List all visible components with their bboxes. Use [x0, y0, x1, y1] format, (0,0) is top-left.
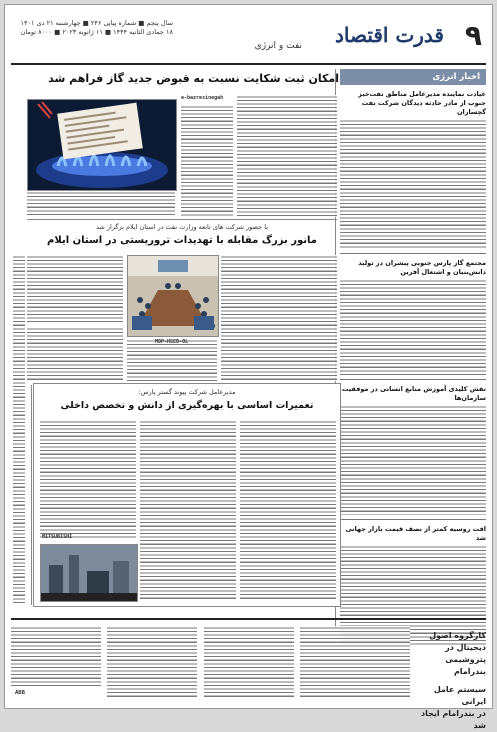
- divider: [340, 519, 486, 520]
- article-column: [140, 420, 236, 600]
- issue-info: [13, 19, 173, 37]
- article-column: [221, 255, 337, 381]
- divider: [340, 379, 486, 380]
- article-column: [27, 255, 123, 323]
- bottom-title: سیستم عامل ایرانی: [433, 685, 486, 706]
- article-column: [181, 105, 233, 217]
- divider: [340, 253, 486, 254]
- company-code: MOP-HSED-OL: [155, 339, 189, 345]
- issue-line-2: ۱۸ جمادی الثانیه ۱۴۴۴ ■ ۱۱ ژانویه ۲۰۲۳ ■ ۸۰۰۰ تومان: [20, 28, 173, 36]
- article-column: [204, 626, 294, 698]
- sidebar-story-title: افت روسیه کمتر از نصف قیمت بازار جهانی شد: [345, 525, 486, 542]
- story-body: [340, 279, 486, 375]
- main-headline: امکان ثبت شکایت نسبت به قبوض جدید گاز فراهم شد: [48, 72, 339, 85]
- refinery-image: [41, 545, 137, 601]
- sidebar-story-title: عیادت نماینده مدیرعامل مناطق نفت‌خیز جنوب از مادر حادثه دیدگان شرکت نفت گچساران: [358, 90, 486, 116]
- sidebar-title: اخبار انرژی: [340, 69, 486, 85]
- article-column: [27, 327, 123, 381]
- sidebar-story-title: نقش کلیدی آموزش منابع انسانی در موفقیت سازمان‌ها: [341, 385, 486, 402]
- header-rule: [11, 63, 486, 65]
- bottom-headline-block: [416, 630, 486, 732]
- bottom-title: در بندرامام ایجاد شد: [421, 709, 486, 730]
- flame-and-bill-image: [28, 100, 176, 190]
- newspaper-page: [4, 4, 493, 730]
- article-column: [11, 626, 101, 688]
- story-body: [340, 119, 486, 249]
- newspaper-logo: قدرت اقتصاد: [334, 23, 444, 47]
- article-column: [107, 626, 197, 698]
- page-header: [5, 5, 492, 63]
- story-headline: مانور بزرگ مقابله با تهدیدات تروریستی در استان ایلام: [47, 235, 317, 246]
- box-logo: MITSUBISHI: [42, 534, 73, 540]
- bottom-news-strip: [11, 618, 486, 730]
- industrial-photo: [40, 544, 138, 602]
- article-column: [127, 339, 217, 381]
- photo-caption-text: [27, 191, 175, 215]
- article-column: [300, 626, 410, 698]
- box-headline: تعمیرات اساسی با بهره‌گیری از دانش و تخصص داخلی: [60, 400, 314, 411]
- energy-news-sidebar: [340, 69, 486, 626]
- box-kicker: مدیرعامل شرکت پیوند گستر پارس:: [138, 388, 236, 396]
- column-divider: [31, 385, 32, 605]
- narrow-column: [13, 255, 25, 605]
- article-column: [237, 95, 337, 217]
- page-number: ۹: [464, 19, 482, 52]
- divider: [27, 219, 337, 220]
- bottom-title: کارگروه اصول دیجیتال در پتروشیمی بندرامام: [429, 631, 486, 676]
- meeting-room-image: [128, 256, 218, 336]
- boxed-article: [33, 383, 341, 607]
- article-column: [240, 420, 336, 600]
- bottom-logo-code: ABB: [15, 690, 25, 696]
- section-title: نفت و انرژی: [254, 41, 302, 51]
- article-column: [40, 420, 136, 540]
- gas-bill-photo: [27, 99, 177, 191]
- maneuver-meeting-photo: [127, 255, 219, 337]
- byline: e-bazresinegah: [181, 95, 224, 101]
- issue-line-1: سال پنجم ■ شماره پیاپی ۲۴۶ ■ چهارشنبه ۲۱ دی ۱۴۰۱: [20, 19, 173, 27]
- story-kicker: با حضور شرکت های تابعه وزارت نفت در استان ایلام برگزار شد: [95, 223, 269, 231]
- story-body: [340, 405, 486, 515]
- sidebar-story-title: مجتمع گاز پارس جنوبی پیشران در تولید دانش‌بنیان و اشتغال آفرین: [358, 259, 486, 276]
